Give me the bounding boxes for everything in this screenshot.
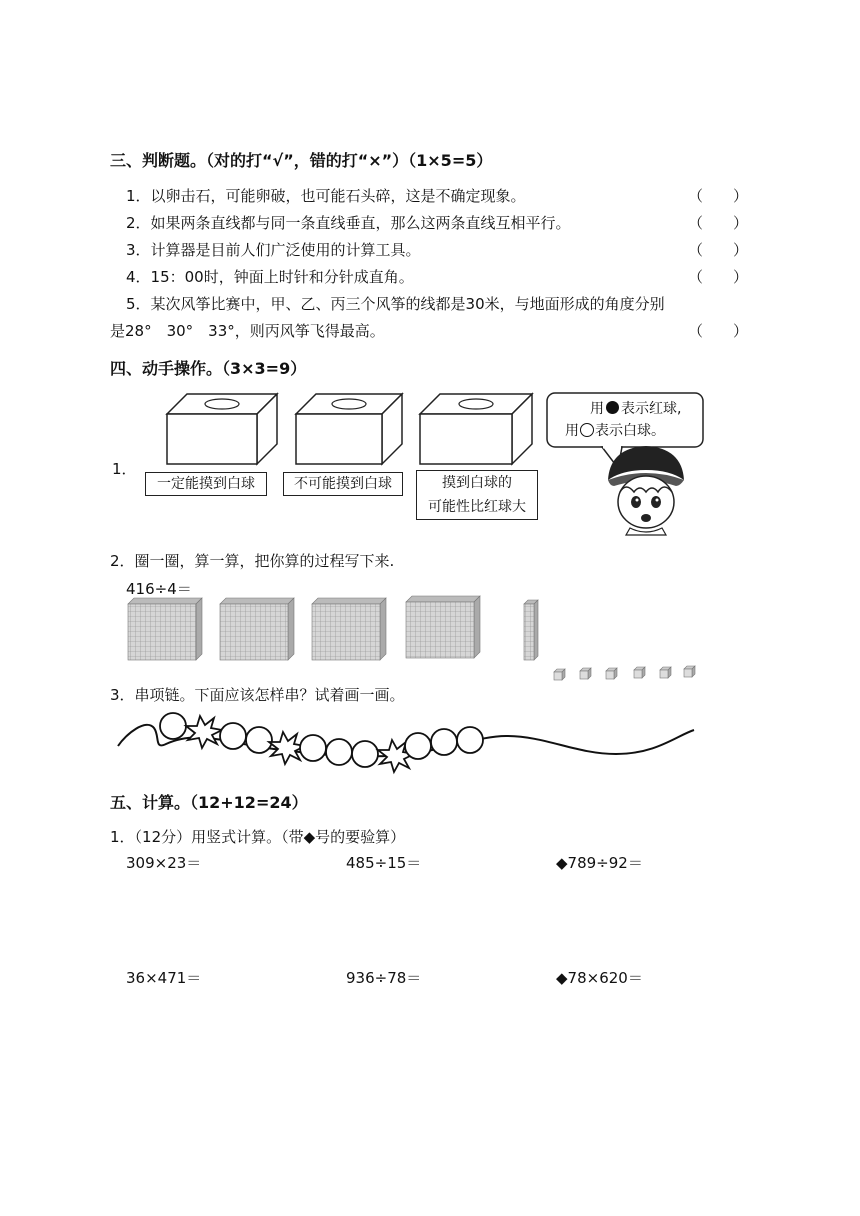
section-3-title: 三、判断题。（对的打“√”，错的打“×”）（1×5=5） — [110, 151, 493, 170]
bubble-line-1-suffix: 表示红球, — [621, 401, 682, 417]
box-3-label-line-1: 摸到白球的 — [442, 475, 512, 491]
necklace-drawing — [116, 706, 696, 776]
girl-character-icon — [600, 440, 690, 535]
hundred-block-2 — [220, 598, 294, 660]
judge-item-5-line2: 是28° 30° 33°，则丙风筝飞得最高。 — [110, 322, 385, 340]
section-5-title: 五、计算。（12+12=24） — [110, 793, 308, 812]
empty-circle-icon — [580, 423, 594, 437]
question-1-number: 1． — [112, 460, 137, 478]
ten-rod — [524, 600, 538, 660]
bubble-line-1 — [590, 398, 681, 418]
necklace-beads — [160, 713, 483, 772]
base-ten-blocks — [120, 596, 720, 686]
bubble-line-1-prefix: 用 — [590, 401, 604, 417]
answer-paren-4[interactable]: （ ） — [688, 268, 749, 286]
bubble-line-2-prefix: 用 — [565, 423, 579, 439]
filled-circle-icon — [606, 401, 619, 414]
question-3-text: 3．串项链。下面应该怎样串？试着画一画。 — [110, 686, 405, 704]
answer-paren-3[interactable]: （ ） — [688, 241, 749, 259]
hundred-block-3 — [312, 598, 386, 660]
box-1-label: 一定能摸到白球 — [145, 472, 267, 496]
calc-question-1-text: 1．（12分）用竖式计算。（带◆号的要验算） — [110, 828, 406, 846]
calc-expr-5: 936÷78＝ — [346, 969, 422, 987]
answer-paren-5[interactable]: （ ） — [688, 322, 749, 340]
section-4-title: 四、动手操作。（3×3=9） — [110, 359, 307, 378]
answer-paren-1[interactable]: （ ） — [688, 187, 749, 205]
bubble-line-2 — [565, 420, 665, 440]
question-2-expression: 416÷4＝ — [126, 580, 192, 598]
box-2-label: 不可能摸到白球 — [283, 472, 403, 496]
ball-box-2-drawing — [294, 392, 406, 464]
box-3-label-line-2: 可能性比红球大 — [428, 499, 526, 515]
ball-box-1-drawing — [165, 392, 280, 464]
hundred-block-1 — [128, 598, 202, 660]
calc-expr-2: 485÷15＝ — [346, 854, 422, 872]
calc-expr-6: ◆78×620＝ — [556, 969, 643, 987]
judge-item-1: 1．以卵击石，可能卵破，也可能石头碎，这是不确定现象。 — [126, 187, 526, 205]
judge-item-4: 4．15：00时，钟面上时针和分针成直角。 — [126, 268, 414, 286]
judge-item-5: 5．某次风筝比赛中，甲、乙、丙三个风筝的线都是30米，与地面形成的角度分别 — [126, 295, 665, 313]
calc-expr-1: 309×23＝ — [126, 854, 202, 872]
question-2-text: 2．圈一圈，算一算，把你算的过程写下来. — [110, 552, 395, 570]
judge-item-3: 3．计算器是目前人们广泛使用的计算工具。 — [126, 241, 421, 259]
bubble-line-2-suffix: 表示白球。 — [595, 423, 665, 439]
answer-paren-2[interactable]: （ ） — [688, 214, 749, 232]
judge-item-2: 2．如果两条直线都与同一条直线垂直，那么这两条直线互相平行。 — [126, 214, 571, 232]
calc-expr-3: ◆789÷92＝ — [556, 854, 643, 872]
ball-box-3-drawing — [418, 392, 536, 464]
hundred-block-4 — [406, 596, 480, 658]
calc-expr-4: 36×471＝ — [126, 969, 202, 987]
unit-cubes — [554, 666, 695, 680]
box-3-label — [416, 470, 538, 520]
